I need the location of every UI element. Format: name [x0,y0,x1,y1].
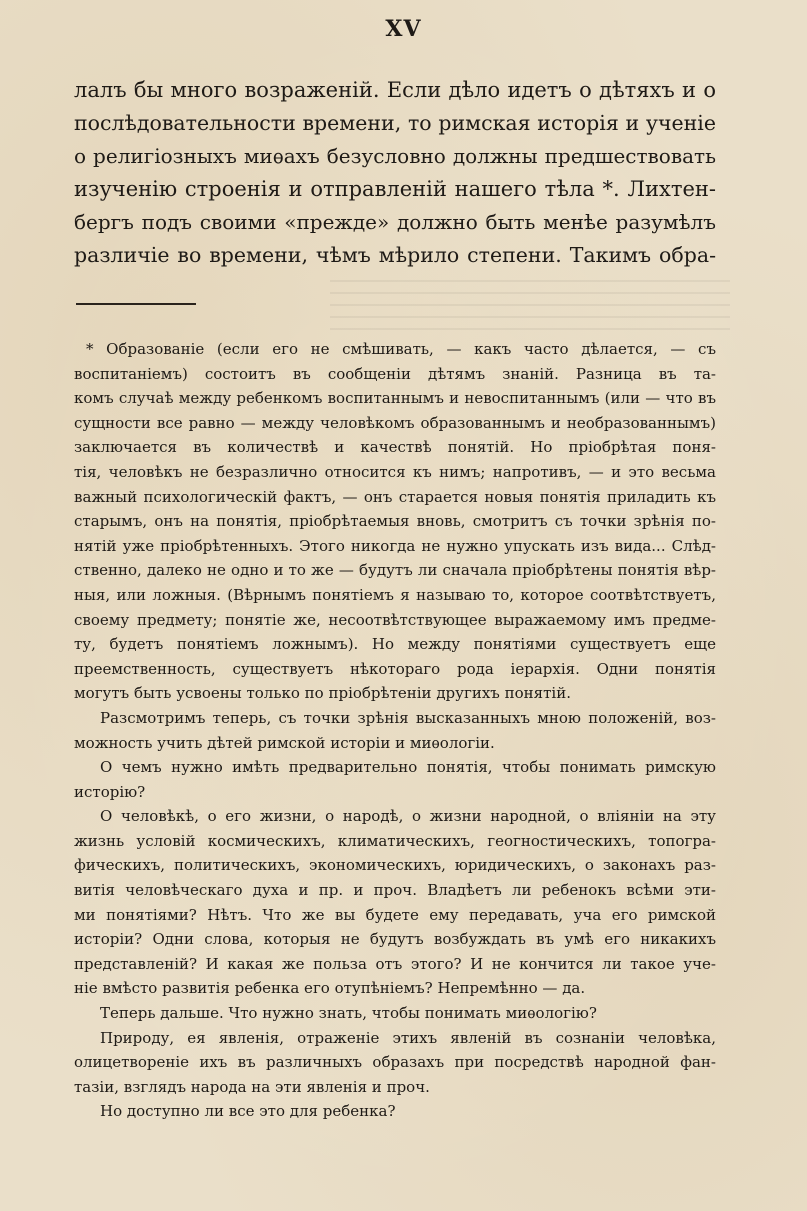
footnote-line: * Образованіе (если его не смѣшивать, — какъ часто дѣлается, — съ [86,340,716,358]
footnote-line: представленій? И какая же польза отъ этого? И не кончится ли такое уче- [74,954,716,973]
main-text-line: о религіозныхъ миѳахъ безусловно должны предшествовать [74,144,716,168]
footnote-line: О человѣкѣ, о его жизни, о народѣ, о жизни народной, о вліяніи на эту [100,807,716,826]
footnote-line: ственно, далеко не одно и то же — будутъ ли сначала пріобрѣтены понятія вѣр- [74,561,716,580]
footnote-line: исторіи? Одни слова, которыя не будутъ возбуждать въ умѣ его никакихъ [74,930,716,949]
footnote-line: заключается въ количествѣ и качествѣ понятій. Но пріобрѣтая поня- [74,438,716,457]
footnote-line: Но доступно ли все это для ребенка? [100,1102,396,1121]
footnote-line: нятій уже пріобрѣтенныхъ. Этого никогда не нужно упускать изъ вида... Слѣд- [74,536,716,555]
footnote-line: своему предмету; понятіе же, несоотвѣтствующее выражаемому имъ предме- [74,610,716,629]
show-through-texture [330,280,730,340]
footnote-line: можность учить дѣтей римской исторіи и миѳологіи. [74,733,495,752]
footnote-line: олицетвореніе ихъ въ различныхъ образахъ при посредствѣ народной фан- [74,1053,716,1072]
footnote-line: ніе вмѣсто развитія ребенка его отупѣніемъ? Непремѣнно — да. [74,979,586,998]
footnote-line: жизнь условій космическихъ, климатическихъ, геогностическихъ, топогра- [74,831,716,850]
footnote-line: Природу, ея явленія, отраженіе этихъ явленій въ сознаніи человѣка, [100,1028,716,1047]
page-number: XV [385,16,422,42]
main-text-line: лалъ бы много возраженій. Если дѣло идетъ о дѣтяхъ и о [74,78,716,102]
main-text-line: бергъ подъ своими «прежде» должно быть менѣе разумѣлъ [74,210,716,234]
footnote-line: О чемъ нужно имѣть предварительно понятія, чтобы понимать римскую [100,758,716,777]
footnote-line: тія, человѣкъ не безразлично относится къ нимъ; напротивъ, — и это весьма [74,462,716,481]
footnote-line: ми понятіями? Нѣтъ. Что же вы будете ему передавать, уча его римской [74,905,716,924]
footnote-line: старымъ, онъ на понятія, пріобрѣтаемыя вновь, смотритъ съ точки зрѣнія по- [74,512,716,531]
footnote-line: ту, будетъ понятіемъ ложнымъ). Но между понятіями существуетъ еще [74,635,716,654]
footnote-separator-rule [76,303,196,305]
main-text-block [74,74,716,272]
footnote-block [74,337,716,1124]
footnote-line: могутъ быть усвоены только по пріобрѣтеніи другихъ понятій. [74,684,571,703]
main-text-line: различіе во времени, чѣмъ мѣрило степени. Такимъ обра- [74,243,716,267]
footnote-line: комъ случаѣ между ребенкомъ воспитаннымъ и невоспитаннымъ (или — что въ [74,389,716,408]
footnote-line: тазіи, взглядъ народа на эти явленія и проч. [74,1077,430,1096]
main-text-line: послѣдовательности времени, то римская исторія и ученіе [74,111,716,135]
footnote-line: сущности все равно — между человѣкомъ образованнымъ и необразованнымъ) [74,413,716,432]
main-text-line: изученію строенія и отправленій нашего тѣла *. Лихтен- [74,177,716,201]
footnote-line: фическихъ, политическихъ, экономическихъ, юридическихъ, о законахъ раз- [74,856,716,875]
footnote-line: важный психологическій фактъ, — онъ старается новыя понятія приладить къ [74,487,716,506]
footnote-line: Разсмотримъ теперь, съ точки зрѣнія высказанныхъ мною положеній, воз- [100,708,716,727]
footnote-line: витія человѣческаго духа и пр. и проч. Владѣетъ ли ребенокъ всѣми эти- [74,881,716,900]
footnote-line: преемственность, существуетъ нѣкотораго рода іерархія. Одни понятія [74,659,716,678]
footnote-line: Теперь дальше. Что нужно знать, чтобы понимать миѳологію? [100,1004,597,1023]
footnote-line: воспитаніемъ) состоитъ въ сообщеніи дѣтямъ знаній. Разница въ та- [74,364,716,383]
footnote-line: ныя, или ложныя. (Вѣрнымъ понятіемъ я называю то, которое соотвѣтствуетъ, [74,585,716,604]
footnote-line: исторію? [74,782,146,801]
